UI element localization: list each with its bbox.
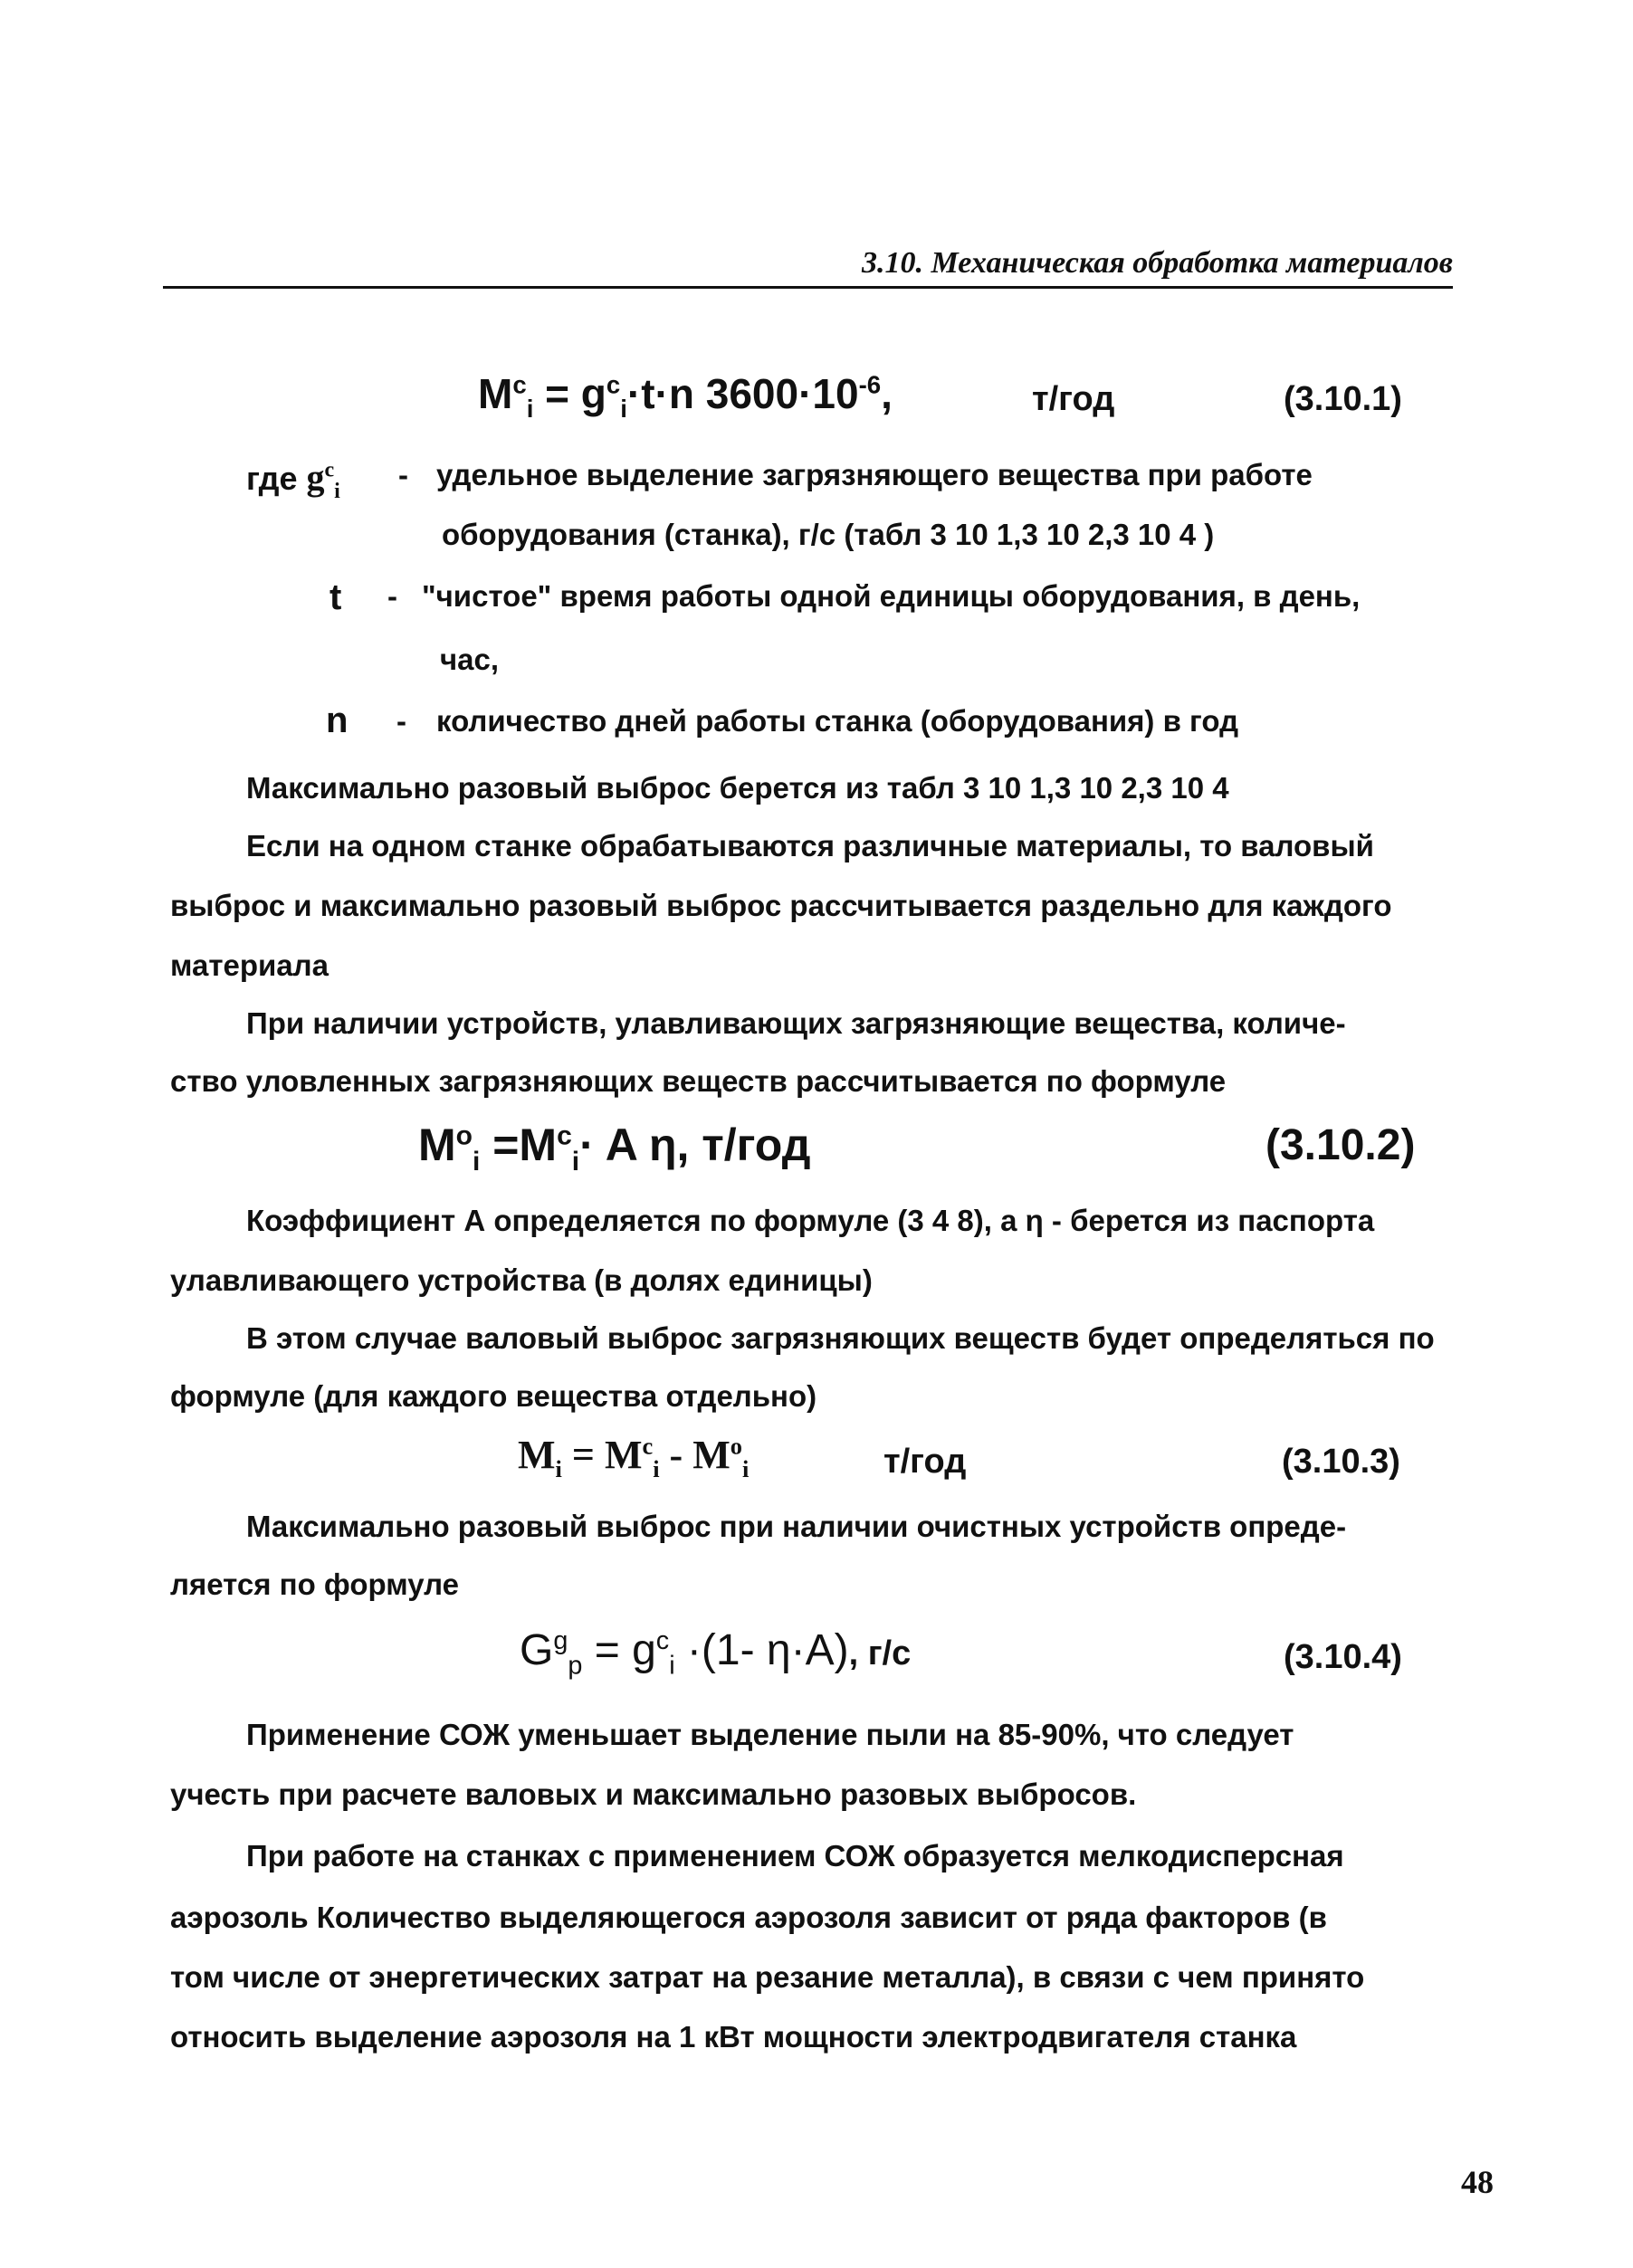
paragraph-8-line-3: том числе от энергетических затрат на резание металла), в связи с чем принято bbox=[170, 1960, 1365, 1994]
formula-3-10-4-number: (3.10.4) bbox=[1284, 1638, 1402, 1676]
paragraph-3-line-2: ство уловленных загрязняющих веществ рассчитывается по формуле bbox=[170, 1064, 1227, 1098]
paragraph-5-line-1: В этом случае валовый выброс загрязняющих веществ будет определяться по bbox=[246, 1321, 1435, 1355]
header-title: 3.10. Механическая обработка материалов bbox=[862, 246, 1453, 280]
formula-3-10-2: $M^o_i =M^c_i\cdot A$ η, т/год bbox=[418, 1120, 811, 1177]
where-label-line: где $g^c_i$ bbox=[246, 457, 340, 503]
paragraph-4-line-2: улавливающего устройства (в долях единицы) bbox=[170, 1263, 873, 1297]
paragraph-7-line-1: Применение СОЖ уменьшает выделение пыли на 85-90%, что следует bbox=[246, 1718, 1294, 1751]
t-desc-2: час, bbox=[440, 643, 500, 676]
formula-3-10-3-unit: т/год bbox=[883, 1443, 967, 1481]
n-desc: количество дней работы станка (оборудования) в год bbox=[436, 704, 1239, 738]
t-desc-1: "чистое" время работы одной единицы оборудования, в день, bbox=[422, 579, 1361, 613]
g-desc-1: удельное выделение загрязняющего вещества при работе bbox=[436, 458, 1313, 491]
paragraph-3-line-1: При наличии устройств, улавливающих загрязняющие вещества, количе- bbox=[246, 1006, 1346, 1040]
var-n: n bbox=[326, 700, 349, 740]
paragraph-2-line-2: выброс и максимально разовый выброс рассчитывается раздельно для каждого bbox=[170, 889, 1392, 922]
formula-3-10-1: $M^c_i = g^c_i\cdot t\cdot n$ $3600\cdot 10^{-6}$, bbox=[478, 370, 893, 424]
g-desc-2: оборудования (станка), г/с (табл 3 10 1,3 10 2,3 10 4 ) bbox=[442, 518, 1215, 551]
paragraph-8-line-2: аэрозоль Количество выделяющегося аэрозоля зависит от ряда факторов (в bbox=[170, 1901, 1327, 1934]
formula-3-10-1-number: (3.10.1) bbox=[1284, 380, 1402, 418]
formula-3-10-4: $G^g_p = g^c_i \cdot(1-$ η·A), г/с bbox=[520, 1626, 912, 1681]
var-g: $g^c_i$ bbox=[306, 457, 340, 503]
dash-t: - bbox=[387, 579, 397, 613]
paragraph-2-line-1: Если на одном станке обрабатываются различные материалы, то валовый bbox=[246, 829, 1374, 862]
paragraph-2-line-3: материала bbox=[170, 948, 329, 982]
running-header bbox=[163, 246, 1453, 282]
formula-3-10-3: $M_i = M^c_i - M^o_i$ bbox=[518, 1432, 750, 1482]
paragraph-8-line-4: относить выделение аэрозоля на 1 кВт мощности электродвигателя станка bbox=[170, 2020, 1297, 2054]
paragraph-8-line-1: При работе на станках с применением СОЖ образуется мелкодисперсная bbox=[246, 1839, 1344, 1873]
paragraph-7-line-2: учесть при расчете валовых и максимально разовых выбросов. bbox=[170, 1777, 1137, 1811]
paragraph-6-line-2: ляется по формуле bbox=[170, 1568, 459, 1601]
paragraph-6-line-1: Максимально разовый выброс при наличии очистных устройств опреде- bbox=[246, 1510, 1347, 1543]
formula-3-10-1-unit: т/год bbox=[1032, 380, 1115, 418]
formula-3-10-2-number: (3.10.2) bbox=[1265, 1121, 1416, 1169]
page-number: 48 bbox=[1461, 2164, 1494, 2200]
paragraph-4-line-1: Коэффициент А определяется по формуле (3 4 8), а η - берется из паспорта bbox=[246, 1204, 1375, 1237]
formula-3-10-3-number: (3.10.3) bbox=[1282, 1443, 1400, 1481]
dash-g: - bbox=[398, 458, 408, 491]
dash-n: - bbox=[396, 704, 406, 738]
paragraph-1: Максимально разовый выброс берется из табл 3 10 1,3 10 2,3 10 4 bbox=[246, 771, 1229, 805]
var-t: t bbox=[329, 577, 342, 617]
header-rule bbox=[163, 286, 1453, 289]
paragraph-5-line-2: формуле (для каждого вещества отдельно) bbox=[170, 1379, 817, 1413]
